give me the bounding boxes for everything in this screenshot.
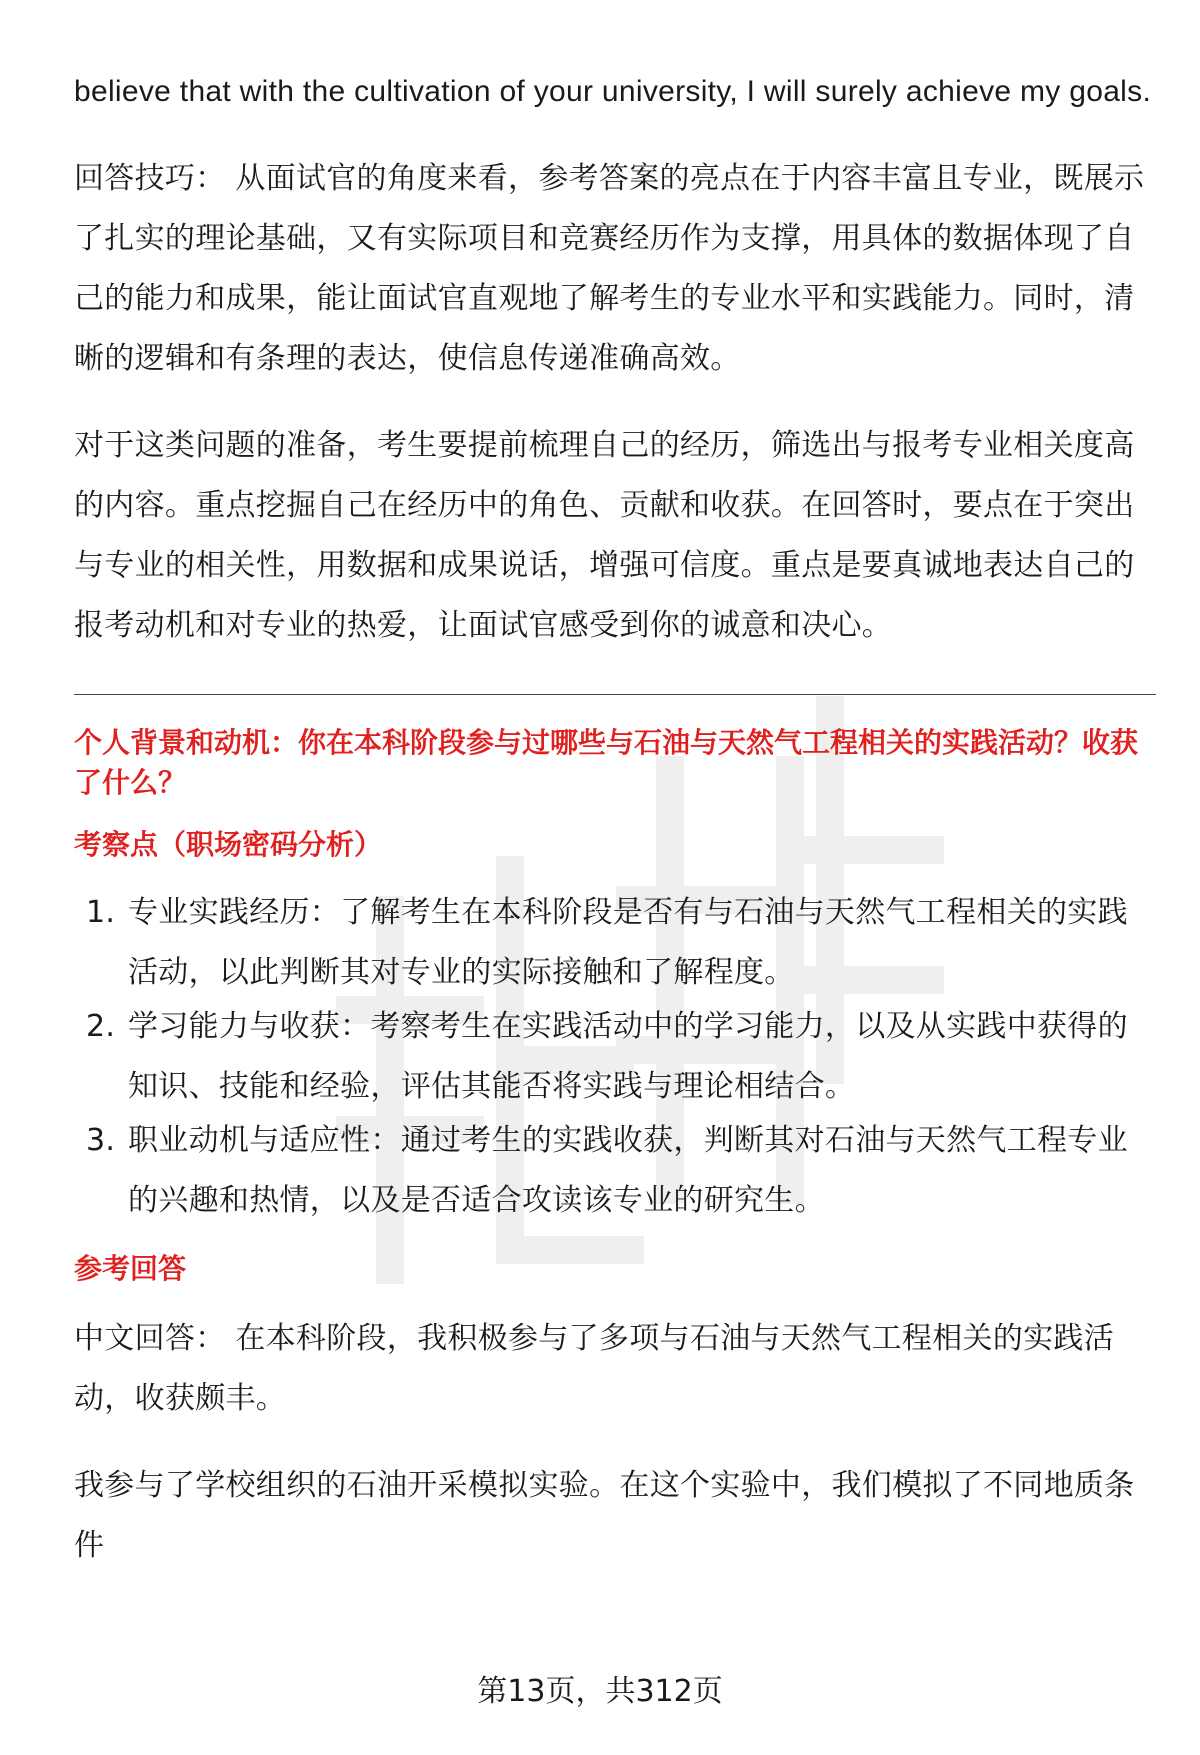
paragraph-english-closing: believe that with the cultivation of your university, I will surely achieve my goals. [74,75,1152,108]
page-number-footer: 第13页，共312页 [477,1674,723,1709]
list-item-text: 职业动机与适应性：通过考生的实践收获，判断其对石油与天然气工程专业的兴趣和热情，以及是否适合攻读该专业的研究生。 [128,1123,1128,1218]
list-item-text: 学习能力与收获：考察考生在实践活动中的学习能力，以及从实践中获得的知识、技能和经验，评估其能否将实践与理论相结合。 [128,1009,1128,1104]
paragraph-answer-tips: 回答技巧： 从面试官的角度来看，参考答案的亮点在于内容丰富且专业，既展示了扎实的理论基础，又有实际项目和竞赛经历作为支撑，用具体的数据体现了自己的能力和成果，能让面试官直观地了解考生的专业水平和实践能力。同时，清晰的逻辑和有条理的表达，使信息传递准确高效。 [74,161,1145,376]
reference-answer-heading: 参考回答 [74,1252,187,1285]
question-heading: 个人背景和动机：你在本科阶段参与过哪些与石油与天然气工程相关的实践活动？收获了什么？ [74,726,1139,799]
list-item-number: 3. [86,1123,116,1158]
paragraph-reference-detail: 我参与了学校组织的石油开采模拟实验。在这个实验中，我们模拟了不同地质条件 [74,1468,1135,1563]
list-item [74,997,1154,1117]
list-item-text: 专业实践经历：了解考生在本科阶段是否有与石油与天然气工程相关的实践活动，以此判断其对专业的实际接触和了解程度。 [128,895,1128,990]
list-item-number: 1. [86,895,116,930]
list-item-number: 2. [86,1009,116,1044]
document-page [74,62,1154,1576]
section-divider [74,694,1156,695]
list-item [74,1111,1154,1231]
exam-points-heading: 考察点（职场密码分析） [74,828,383,861]
paragraph-preparation-advice: 对于这类问题的准备，考生要提前梳理自己的经历，筛选出与报考专业相关度高的内容。重点挖掘自己在经历中的角色、贡献和收获。在回答时，要点在于突出与专业的相关性，用数据和成果说话，增强可信度。重点是要真诚地表达自己的报考动机和对专业的热爱，让面试官感受到你的诚意和决心。 [74,428,1135,643]
list-item [74,883,1154,1003]
paragraph-reference-intro: 中文回答： 在本科阶段，我积极参与了多项与石油与天然气工程相关的实践活动，收获颇丰。 [74,1321,1115,1416]
exam-points-list [74,883,1154,1231]
